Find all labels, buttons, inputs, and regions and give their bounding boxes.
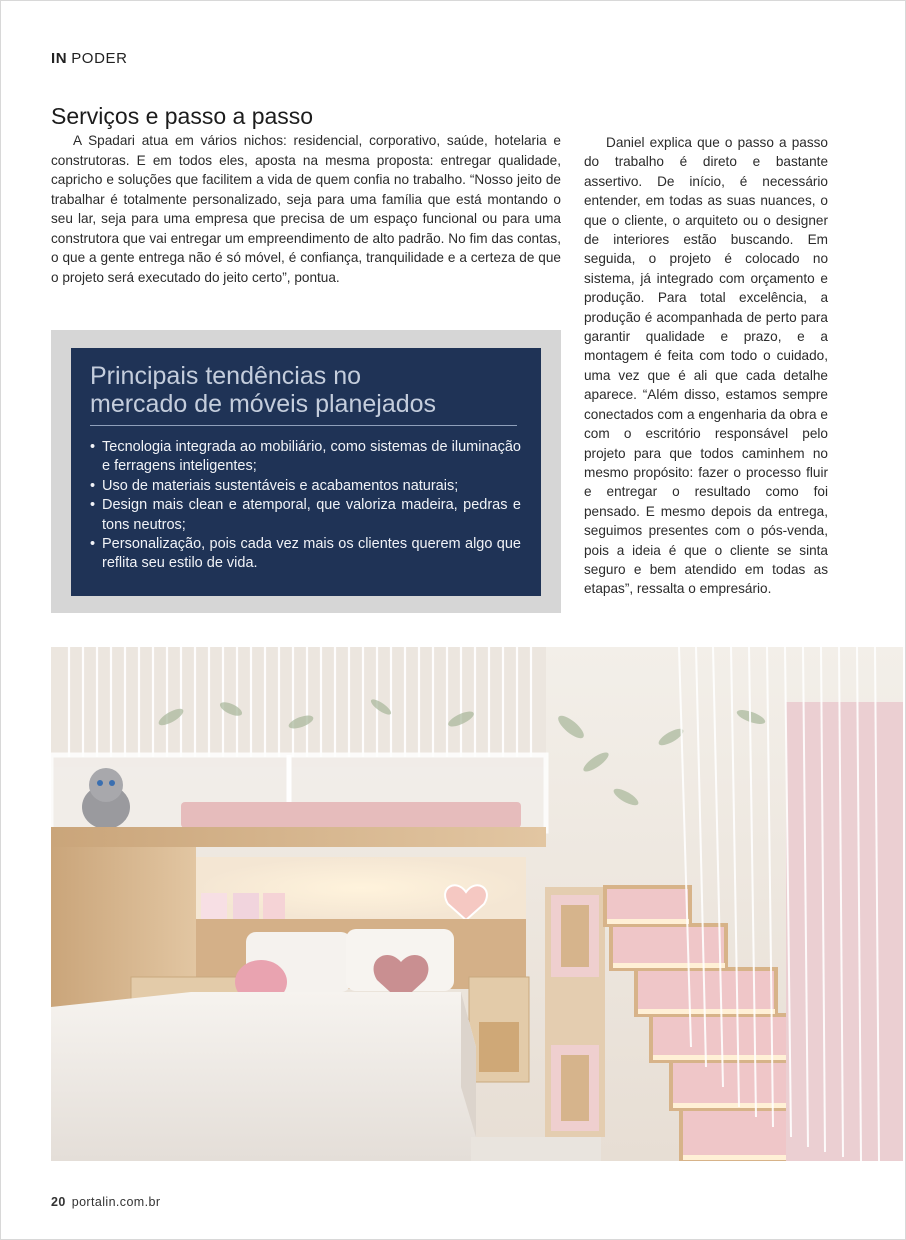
- trends-box-title: [90, 362, 521, 418]
- cabinet-cane-top: [561, 905, 589, 967]
- trends-box: [71, 348, 541, 596]
- trends-title-line-2: mercado de móveis planejados: [90, 390, 437, 418]
- cane-door: [479, 1022, 519, 1072]
- bed: [51, 992, 476, 1161]
- book-3: [263, 893, 285, 919]
- floor: [471, 1137, 601, 1161]
- trends-title-line-1: Principais tendências no: [90, 362, 361, 390]
- book-2: [233, 893, 259, 919]
- loft-beam: [51, 827, 546, 847]
- page-number: 20: [51, 1195, 66, 1209]
- trend-item: • Uso de materiais sustentáveis e acabamentos naturais;: [90, 477, 521, 496]
- section-tag: [51, 50, 128, 67]
- loft-mattress: [181, 802, 521, 828]
- page-footer: [51, 1195, 160, 1209]
- footer-site: portalin.com.br: [71, 1195, 161, 1209]
- book-1: [201, 893, 227, 919]
- right-column-paragraph: Daniel explica que o passo a passo do trabalho é direto e bastante assertivo. De início, é necessário entender, em todas as suas nuances, o que o cliente, o arquiteto ou o designer de interiores estão buscando. Em seguida, o projeto é colocado no sistema, já integrado com orçamento e produção. Para total excelência, a produção é acompanhada de perto para garantir qualidade e prazo, e a montagem é feita com todo o cuidado, uma vez que é ali que cada detalhe aparece. “Além disso, estamos sempre conectados com a engenharia da obra e com o escritório responsável pelo projeto para que todos caminhem no mesmo propósito: fazer o processo fluir e entregar o resultado como foi pensado. E mesmo depois da entrega, seguimos presentes com o pós-venda, pois a ideia é que o cliente se sinta seguro e bem atendido em todas as etapas”, ressalta o empresário.: [584, 135, 828, 597]
- bedroom-photo: [51, 647, 903, 1161]
- trends-box-divider: [90, 425, 517, 426]
- section-brand: IN: [51, 50, 68, 67]
- article-headline: Serviços e passo a passo: [51, 103, 314, 129]
- bedroom-illustration: [51, 647, 903, 1161]
- trend-item: • Tecnologia integrada ao mobiliário, como sistemas de iluminação e ferragens inteligentes;: [90, 438, 521, 477]
- cabinet-cane-bottom: [561, 1055, 589, 1121]
- trend-item: • Design mais clean e atemporal, que valoriza madeira, pedras e tons neutros;: [90, 496, 521, 535]
- trends-list: [90, 438, 521, 574]
- left-column-paragraph: A Spadari atua em vários nichos: residencial, corporativo, saúde, hotelaria e construtoras. E em todos eles, aposta na mesma proposta: entregar qualidade, capricho e soluções que facilitem a vida de quem confia no trabalho. “Nosso jeito de trabalhar é totalmente personalizado, seja para uma família que está montando o seu lar, seja para uma empresa que precisa de um espaço funcional ou para uma construtora que vai entregar um empreendimento de alto padrão. No fim das contas, o que a gente entrega não é só móvel, é confiança, tranquilidade e a certeza de que o projeto será executado do jeito certo”, pontua.: [51, 133, 561, 285]
- section-name: PODER: [71, 50, 128, 67]
- trends-box-frame: [51, 330, 561, 613]
- trend-item: • Personalização, pois cada vez mais os clientes querem algo que reflita seu estilo de vida.: [90, 535, 521, 574]
